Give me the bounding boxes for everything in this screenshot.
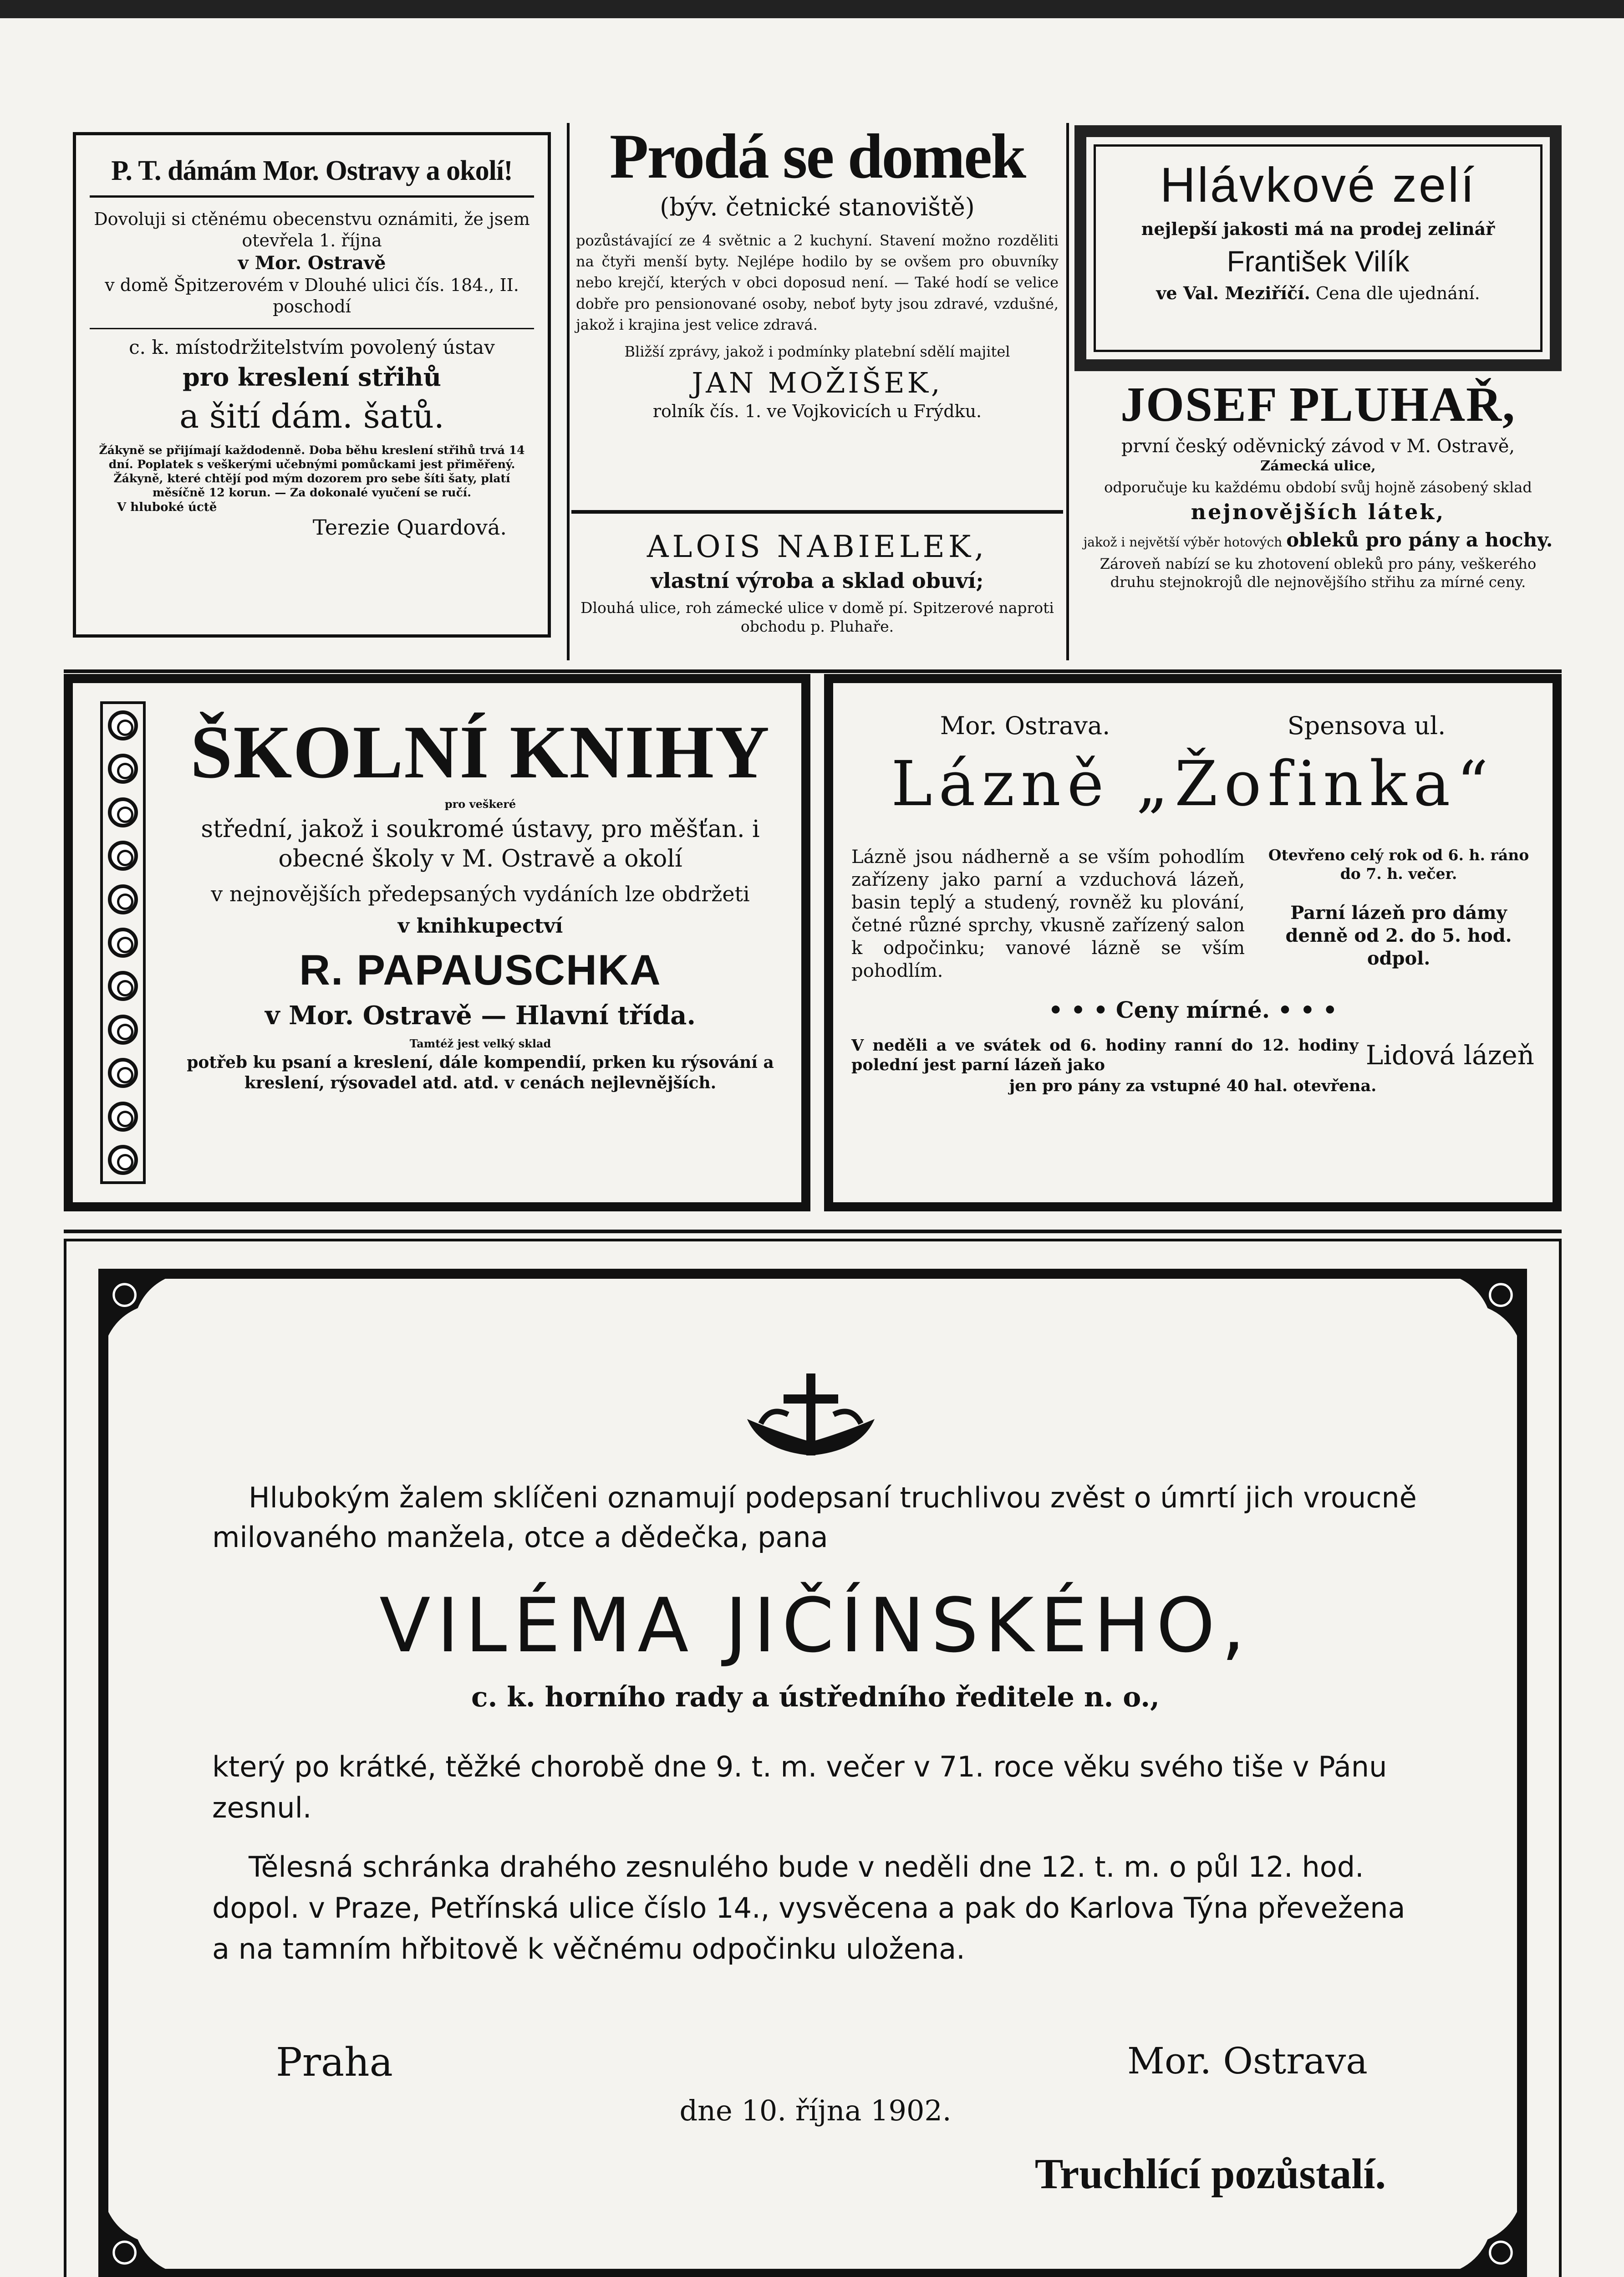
ad-dressmaker-intro: Dovoluji si ctěnému obecenstvu oznámiti, že jsem otevřela 1. října <box>94 209 530 250</box>
corner-ornament-icon <box>1445 2197 1522 2274</box>
ad-house <box>571 123 1063 501</box>
ad-books-schools: střední, jakož i soukromé ústavy, pro měšťan. i obecné školy v M. Ostravě a okolí <box>201 815 760 873</box>
ad-baths <box>824 674 1562 1211</box>
column-rule-1 <box>567 123 570 660</box>
obituary-title: c. k. horního rady a ústředního ředitele n. o., <box>471 1681 1160 1713</box>
obituary-place-left: Praha <box>276 2040 393 2085</box>
ad-tailor-street: Zámecká ulice, <box>1260 458 1376 474</box>
cross-wreath-icon <box>743 1369 879 1460</box>
ornament-rosette-icon <box>108 841 138 871</box>
ad-dressmaker-city: v Mor. Ostravě <box>238 252 386 274</box>
ad-tailor-name: JOSEF PLUHAŘ, <box>1120 378 1516 432</box>
ad-baths-open1: Otevřeno celý rok od 6. h. ráno do 7. h. večer. <box>1268 846 1529 883</box>
obituary-place-right: Mor. Ostrava <box>1127 2040 1368 2082</box>
ad-tailor <box>1074 378 1562 660</box>
ad-dressmaker <box>73 132 551 638</box>
ad-cabbage-title: Hlávkové zelí <box>1160 157 1476 212</box>
ad-baths-prices: • • • Ceny mírné. • • • <box>1048 996 1338 1024</box>
ornament-rosette-icon <box>108 884 138 914</box>
ad-books <box>64 674 810 1211</box>
rule-middle-row <box>64 1230 1562 1233</box>
ad-dressmaker-line2: a šití dám. šatů. <box>179 397 444 435</box>
ad-dressmaker-line1: pro kreslení střihů <box>183 362 441 392</box>
ad-baths-columns <box>851 846 1534 982</box>
ad-house-owner-address: rolník čís. 1. ve Vojkovicích u Frýdku. <box>652 401 982 421</box>
ad-books-supplies: potřeb ku psaní a kreslení, dále kompendií, prken ku rýsování a kreslení, rýsovadel atd. atd. v cenách nejlevnějších. <box>187 1052 774 1093</box>
ad-baths-open2: Parní lázeň pro dámy denně od 2. do 5. hod. odpol. <box>1285 902 1512 969</box>
ad-books-editions: v nejnovějších předepsaných vydáních lze obdržeti <box>211 881 750 906</box>
ornament-rosette-icon <box>108 1058 138 1088</box>
ad-house-title: Prodá se domek <box>609 121 1025 192</box>
rule-top-row <box>64 669 1562 673</box>
ad-books-for-all: pro veškeré <box>444 797 516 811</box>
ad-baths-city: Mor. Ostrava. <box>940 711 1110 740</box>
ad-house-owner: JAN MOŽIŠEK, <box>692 366 943 400</box>
ad-dressmaker-title: P. T. dámám Mor. Ostravy a okolí! <box>90 153 534 198</box>
ad-tailor-line3 <box>1079 528 1557 552</box>
ad-shoes <box>571 528 1063 660</box>
ad-books-title: ŠKOLNÍ KNIHY <box>190 710 770 794</box>
ad-house-info: Bližší zprávy, jakož i podmínky platební sdělí majitel <box>624 343 1010 361</box>
ad-cabbage-name: František Vilík <box>1227 245 1410 278</box>
ad-tailor-line3a: jakož i největší výběr hotových <box>1083 534 1283 550</box>
corner-ornament-icon <box>1445 1273 1522 1351</box>
ornament-rosette-icon <box>108 1145 138 1175</box>
ad-tailor-line4: Zároveň nabízí se ku zhotovení obleků pro pány, veškerého druhu stejnokrojů dle nejnovějšího střihu za mírné ceny. <box>1100 555 1537 591</box>
ad-books-also: Tamtéž jest velký sklad <box>409 1036 551 1050</box>
ad-dressmaker-address: v domě Špitzerovém v Dlouhé ulici čís. 184., II. poschodí <box>105 275 519 317</box>
obituary-burial: Tělesná schránka drahého zesnulého bude v neděli dne 12. t. m. o půl 12. hod. dopol. v Praze, Petřínská ulice číslo 14., vysvěcena a pak do Karlova Týna převežena a na tamním hřbitově k věčnému odpočinku uložena. <box>212 1850 1405 1966</box>
ad-dressmaker-signature: Terezie Quardová. <box>312 515 507 540</box>
ad-tailor-line3b: obleků pro pány a hochy. <box>1286 528 1553 551</box>
ad-books-bookstore: R. PAPAUSCHKA <box>299 946 662 994</box>
obituary-death: který po krátké, těžké chorobě dne 9. t. m. večer v 71. roce věku svého tiše v Pánu zesnul. <box>212 1750 1387 1824</box>
obituary-signed: Truchlící pozůstalí. <box>1034 2150 1386 2198</box>
ad-baths-men: jen pro pány za vstupné 40 hal. otevřena. <box>1009 1077 1377 1096</box>
ad-tailor-fabrics: nejnovějších látek, <box>1191 500 1446 525</box>
scan-top-edge <box>0 0 1624 18</box>
ad-shoes-name: ALOIS NABIELEK, <box>647 529 988 564</box>
ornament-rosette-icon <box>108 1015 138 1045</box>
rule-house-shoes <box>571 510 1063 514</box>
ad-cabbage <box>1074 125 1562 371</box>
ad-books-address: v Mor. Ostravě — Hlavní třída. <box>265 1000 696 1031</box>
column-rule-2 <box>1066 123 1069 660</box>
ad-baths-title: Lázně „Žofinka“ <box>891 748 1495 820</box>
ad-tailor-line1: první český oděvnický závod v M. Ostravě, <box>1121 435 1515 457</box>
ad-shoes-line: vlastní výroba a sklad obuví; <box>651 568 984 593</box>
ad-dressmaker-regards: V hluboké úctě <box>117 500 217 514</box>
ad-dressmaker-licence: c. k. místodržitelstvím povolený ústav <box>90 328 534 360</box>
ornament-rosette-icon <box>108 710 138 740</box>
ad-house-subtitle: (býv. četnické stanoviště) <box>660 193 975 221</box>
ad-baths-left-text: Lázně jsou nádherně a se vším pohodlím zařízeny jako parní a vzduchová lázeň, basin teplý a studený, rovněž ku plování, četné různé sprchy, vkusně zařízený salon k odpočinku; vanové lázně se vším pohodlím. <box>851 847 1245 982</box>
ornament-rosette-icon <box>108 971 138 1001</box>
ad-house-body: pozůstávající ze 4 světnic a 2 kuchyní. Stavení možno rozděliti na čtyři menší byty. Nejlépe hodilo by se ovšem pro obuvníky nebo krejčí, kterých v obci doposud není. — Také hodí se velice dobře pro pensionované osoby, neboť byty jsou zdravé, vzdušné, jakož i krajina jest velice zdravá. <box>576 231 1059 334</box>
obituary-date: dne 10. října 1902. <box>679 2094 952 2127</box>
ad-baths-sunday-block <box>851 1036 1534 1076</box>
ad-cabbage-place-line <box>1095 282 1541 305</box>
ad-books-bookstore-label: v knihkupectví <box>397 914 563 938</box>
ad-dressmaker-terms: Žákyně se přijímají každodenně. Doba běhu kreslení střihů trvá 14 dní. Poplatek s veškerými učebnými pomůckami jest přiměřený. Žákyně, které chtějí pod mým dozorem pro sebe šíti šaty, platí měsíčně 12 korun. — Za dokonalé vyučení se ručí. <box>99 443 525 500</box>
obituary <box>64 1239 1562 2277</box>
ornament-rosette-icon <box>108 754 138 784</box>
ornament-rosette-icon <box>108 1102 138 1132</box>
ornament-column <box>100 701 146 1184</box>
ad-baths-opening <box>1263 846 1534 982</box>
ad-baths-header <box>851 710 1534 741</box>
ornament-rosette-icon <box>108 797 138 827</box>
ad-tailor-line2: odporučuje ku každému období svůj hojně zásobený sklad <box>1104 479 1532 496</box>
ornament-rosette-icon <box>108 928 138 958</box>
ad-baths-street: Spensova ul. <box>1287 711 1446 740</box>
ad-baths-peoples: Lidová lázeň <box>1365 1040 1534 1071</box>
obituary-intro: Hlubokým žalem sklíčeni oznamují podepsaní truchlivou zvěst o úmrtí jich vroucně milovaného manžela, otce a dědečka, pana <box>212 1481 1417 1554</box>
ad-cabbage-place: ve Val. Meziříčí. <box>1156 283 1310 304</box>
ad-cabbage-price: Cena dle ujednání. <box>1315 283 1480 304</box>
ad-baths-sunday: V neděli a ve svátek od 6. hodiny ranní do 12. hodiny polední jest parní lázeň jako <box>851 1036 1359 1075</box>
ad-cabbage-line: nejlepší jakosti má na prodej zelinář <box>1141 218 1495 239</box>
corner-ornament-icon <box>103 2197 180 2274</box>
obituary-body <box>212 1478 1419 1969</box>
obituary-name: VILÉMA JIČÍNSKÉHO, <box>379 1582 1252 1669</box>
corner-ornament-icon <box>103 1273 180 1351</box>
ad-shoes-address: Dlouhá ulice, roh zámecké ulice v domě pí. Spitzerové naproti obchodu p. Pluhaře. <box>580 599 1054 636</box>
